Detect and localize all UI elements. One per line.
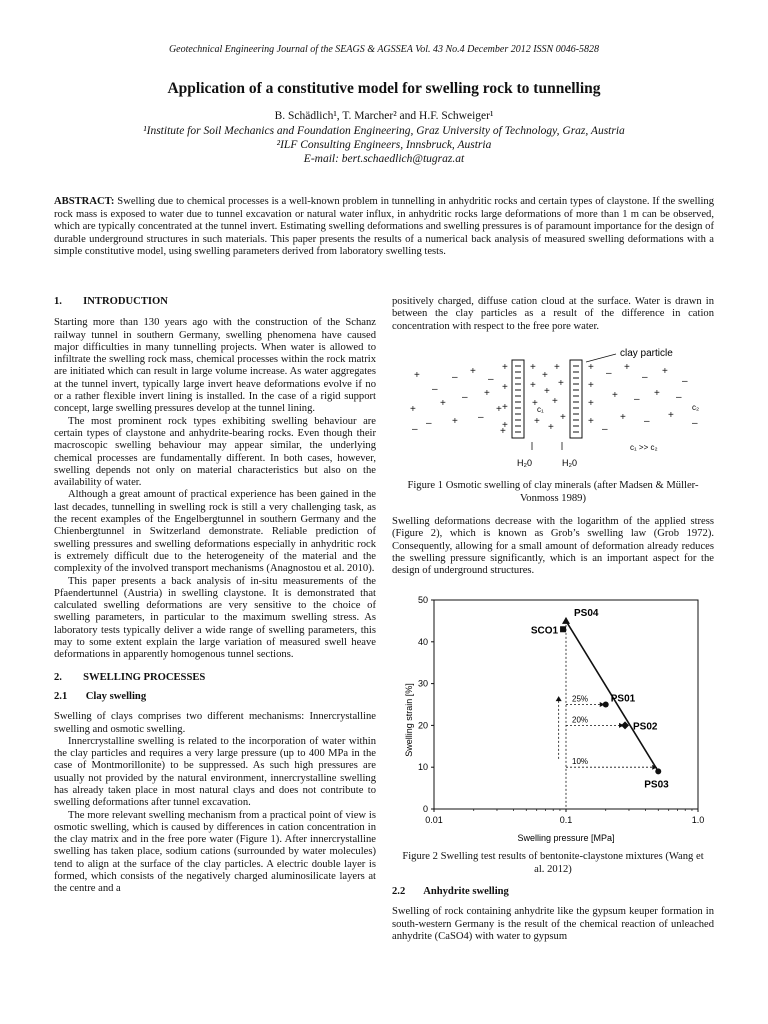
c1-label: c₁ [537, 405, 544, 414]
clay-paragraph-3: The more relevant swelling mechanism from a practical point of view is osmotic swelling, which is caused by differences in cation concentration in the clay matrix and in the free pore water (Figure 1). After innercrystalline swelling has taken place, sodium cations (surrounded by water molecules) tend to align at the surface of the clay particles. A electric double layer is formed, which consists of the negatively charged aluminosilicate layers at the centre and a [54, 809, 376, 895]
right-paragraph-2: Swelling deformations decrease with the logarithm of the applied stress (Figure 2), which is known as Grob’s swelling law (Grob 1972). Consequently, allowing for a small amount of deformation already reduces the swelling pressure significantly, which is an important aspect for the design of underground structures. [392, 516, 714, 577]
data-point [603, 702, 609, 708]
ion-charge: – [676, 392, 682, 403]
ion-charge: + [484, 388, 490, 399]
c2-label: c₂ [692, 403, 700, 412]
ion-charge: + [548, 422, 554, 433]
ion-charge: + [502, 420, 508, 431]
data-point [562, 617, 570, 624]
ion-charge: + [470, 366, 476, 377]
ion-charge: + [496, 404, 502, 415]
x-tick-label: 1.0 [691, 815, 705, 825]
strain-arrow-head [556, 696, 562, 701]
ion-charge: + [440, 398, 446, 409]
concentration-relation-label: c₁ >> c₂ [630, 443, 658, 452]
right-column-top [392, 296, 714, 333]
ion-charge: + [560, 412, 566, 423]
ion-charge: + [668, 410, 674, 421]
data-point-label: PS02 [633, 721, 658, 733]
chart-y-axis-label: Swelling strain [%] [404, 683, 414, 757]
section-2-2-heading: 2.2 Anhydrite swelling [392, 886, 509, 897]
data-point-label: PS01 [610, 693, 636, 705]
chart-x-axis-label: Swelling pressure [MPa] [517, 833, 615, 843]
ion-charge: + [530, 380, 536, 391]
intro-paragraph-3: Although a great amount of practical experience has been gained in the last decades, tunnelling in swelling rock is still a very challenging task, as the recent examples of the Engelbergtunnel in southern Germany and the Chienbergtunnel in Switzerland demonstrate. Reliable prediction of swelling pressures and swelling deformations especially in anhydritic rock is extremely difficult due to the heterogeneity of the material and the complexity of the involved transport mechanisms (Anagnostou et al. 2010). [54, 489, 376, 575]
intro-paragraph-1: Starting more than 130 years ago with the construction of the Schanz railway tunnel in southern Germany, swelling phenomena have caused major difficulties in many tunnelling projects. When water is allowed to infiltrate the swelling rock mass, chemical processes within the rock matrix are initiated which can result in large volume increase. As water aggregates at the tunnel invert, typically large invert heave deformations evolve if no or a rather flexible invert lining is installed. In the case of a rigid support concept, large swelling pressures develop at the tunnel lining. [54, 317, 376, 415]
y-tick-label: 20 [417, 720, 428, 731]
ion-charge: + [662, 366, 668, 377]
clay-particle-label: clay particle [620, 348, 673, 359]
intro-paragraph-4: This paper presents a back analysis of in-situ measurements of the Pfaendertunnel (Austria) in swelling claystone. It is demonstrated that calculated swelling deformations are very sensitive to the choice of swelling parameters, in particular to the maximum swelling stress. As laboratory tests typically deliver a wide range of swelling parameters, this may to some extent explain the large variation of measured swell heave deformations in apparently homogenous tunnel sections. [54, 575, 376, 661]
y-tick-label: 30 [417, 678, 428, 689]
ion-charge: – [412, 424, 418, 435]
clay-particle-pointer [586, 354, 616, 362]
left-column [54, 296, 376, 896]
author-email: E-mail: bert.schaedlich@tugraz.at [303, 153, 465, 165]
data-point [560, 626, 566, 632]
ion-charge: + [588, 362, 594, 373]
ion-charge: + [534, 416, 540, 427]
right-column-middle [392, 516, 714, 577]
ion-charge: – [606, 368, 612, 379]
y-tick-label: 40 [417, 636, 428, 647]
y-tick-label: 0 [422, 804, 428, 814]
annotation-label: 25% [572, 694, 589, 704]
abstract-text: Swelling due to chemical processes is a well-known problem in tunnelling in anhydritic rocks and certain types of claystone. If the swelling rock mass is exposed to water due to tunnel excavation or natural water influx, in anhydritic rocks large deformations of more than 1 m can be observed, which are typically concentrated at the tunnel invert. Estimating swelling deformations and swelling pressures is of paramount importance for the design of durable underground structures in such materials. This paper presents the results of a numerical back analysis of measured swelling deformations with a simple constitutive model, using swelling parameters derived from laboratory swelling tests. [54, 196, 714, 258]
ion-charge: + [502, 362, 508, 373]
ion-charge: + [654, 388, 660, 399]
ion-charge: – [682, 376, 688, 387]
ion-charge: + [558, 378, 564, 389]
ion-charge: + [542, 370, 548, 381]
ion-charge: + [502, 402, 508, 413]
ion-charge: + [588, 398, 594, 409]
intro-paragraph-2: The most prominent rock types exhibiting swelling behaviour are certain types of claystone and anhydrite-bearing rocks. Even though their macroscopic swelling behaviour may appear similar, the underlying chemical processes are fundamentally different. In both cases, however, swelling depends not only on material characteristics but also on the availability of water. [54, 415, 376, 489]
figure-1-diagram [392, 340, 714, 475]
ion-charge: + [588, 380, 594, 391]
ion-charge: + [500, 426, 506, 437]
ion-charge: + [612, 390, 618, 401]
ion-charge: + [414, 370, 420, 381]
clay-paragraph-1: Swelling of clays comprises two different mechanisms: Innercrystalline swelling and osmotic swelling. [54, 711, 376, 735]
data-point [655, 768, 661, 774]
water-label-2: H₂0 [562, 458, 577, 468]
right-column-bottom [392, 886, 714, 943]
ion-charge: – [634, 394, 640, 405]
data-point-label: SCO1 [530, 625, 559, 637]
ion-charge: – [426, 418, 432, 429]
section-2-heading: 2. SWELLING PROCESSES [54, 671, 206, 683]
abstract-label: ABSTRACT: [54, 196, 115, 207]
chart-marks [531, 608, 669, 809]
ion-charge: – [602, 424, 608, 435]
figure-2-chart [396, 590, 714, 846]
ion-charge: + [552, 396, 558, 407]
ion-charge: + [588, 416, 594, 427]
ion-charge: + [554, 362, 560, 373]
ion-charge: – [488, 374, 494, 385]
data-point-label: PS04 [574, 607, 599, 619]
affiliation-2: ²ILF Consulting Engineers, Innsbruck, Austria [276, 139, 492, 151]
ion-charge: – [462, 392, 468, 403]
ion-charge: + [410, 404, 416, 415]
anhydrite-paragraph-1: Swelling of rock containing anhydrite like the gypsum keuper formation in south-western Germany is the result of the chemical reaction of unleached anhydrite (CaSO4) with water to gypsum [392, 906, 714, 942]
water-label-1: H₂0 [517, 458, 532, 468]
data-point-label: PS03 [644, 779, 669, 791]
journal-header: Geotechnical Engineering Journal of the SEAGS & AGSSEA Vol. 43 No.4 December 2012 ISSN 0046-5828 [168, 44, 600, 55]
ion-charge: – [478, 412, 484, 423]
ion-charge: + [452, 416, 458, 427]
ion-charge: – [432, 384, 438, 395]
ion-charge: + [532, 398, 538, 409]
ion-charge: + [530, 362, 536, 373]
ion-charge: – [692, 418, 698, 429]
ion-charge: – [452, 372, 458, 383]
paper-authors: B. Schädlich¹, T. Marcher² and H.F. Schweiger¹ [274, 110, 494, 122]
annotation-label: 10% [572, 757, 589, 767]
annotation-label: 20% [572, 715, 589, 725]
ion-charge: + [502, 382, 508, 393]
ion-charge: + [620, 412, 626, 423]
clay-paragraph-2: Innercrystalline swelling is related to the incorporation of water within the clay particles and requires a very large pressure (up to 400 MPa in the case of Montmorillonite) to be suppressed. As such high pressures are usually not provided by the natural environment, innercrystalline swelling has already taken place in most natural clays and does not contribute to swelling deformations after tunnel excavation. [54, 735, 376, 809]
ion-charge: – [644, 416, 650, 427]
ion-charge: – [642, 372, 648, 383]
ion-field [410, 362, 698, 437]
y-tick-label: 10 [417, 762, 428, 773]
figure-1-caption: Figure 1 Osmotic swelling of clay minerals (after Madsen & Müller-Vonmoss 1989) [407, 480, 699, 504]
x-tick-label: 0.01 [425, 815, 443, 825]
abstract [54, 196, 714, 259]
paper-title: Application of a constitutive model for swelling rock to tunnelling [167, 80, 601, 97]
right-paragraph-1: positively charged, diffuse cation cloud at the surface. Water is drawn in between the clay particles as a result of the difference in cation concentration with respect to the free pore water. [392, 296, 714, 332]
ion-charge: + [624, 362, 630, 373]
figure-2-caption: Figure 2 Swelling test results of bentonite-claystone mixtures (Wang et al. 2012) [402, 851, 704, 875]
x-tick-label: 0.1 [559, 815, 573, 825]
section-2-1-heading: 2.1 Clay swelling [54, 690, 147, 702]
y-tick-label: 50 [417, 595, 428, 605]
section-1-heading: 1. INTRODUCTION [54, 296, 168, 307]
affiliation-1: ¹Institute for Soil Mechanics and Foundation Engineering, Graz University of Technology, Graz, Austria [143, 125, 625, 137]
ion-charge: + [544, 386, 550, 397]
